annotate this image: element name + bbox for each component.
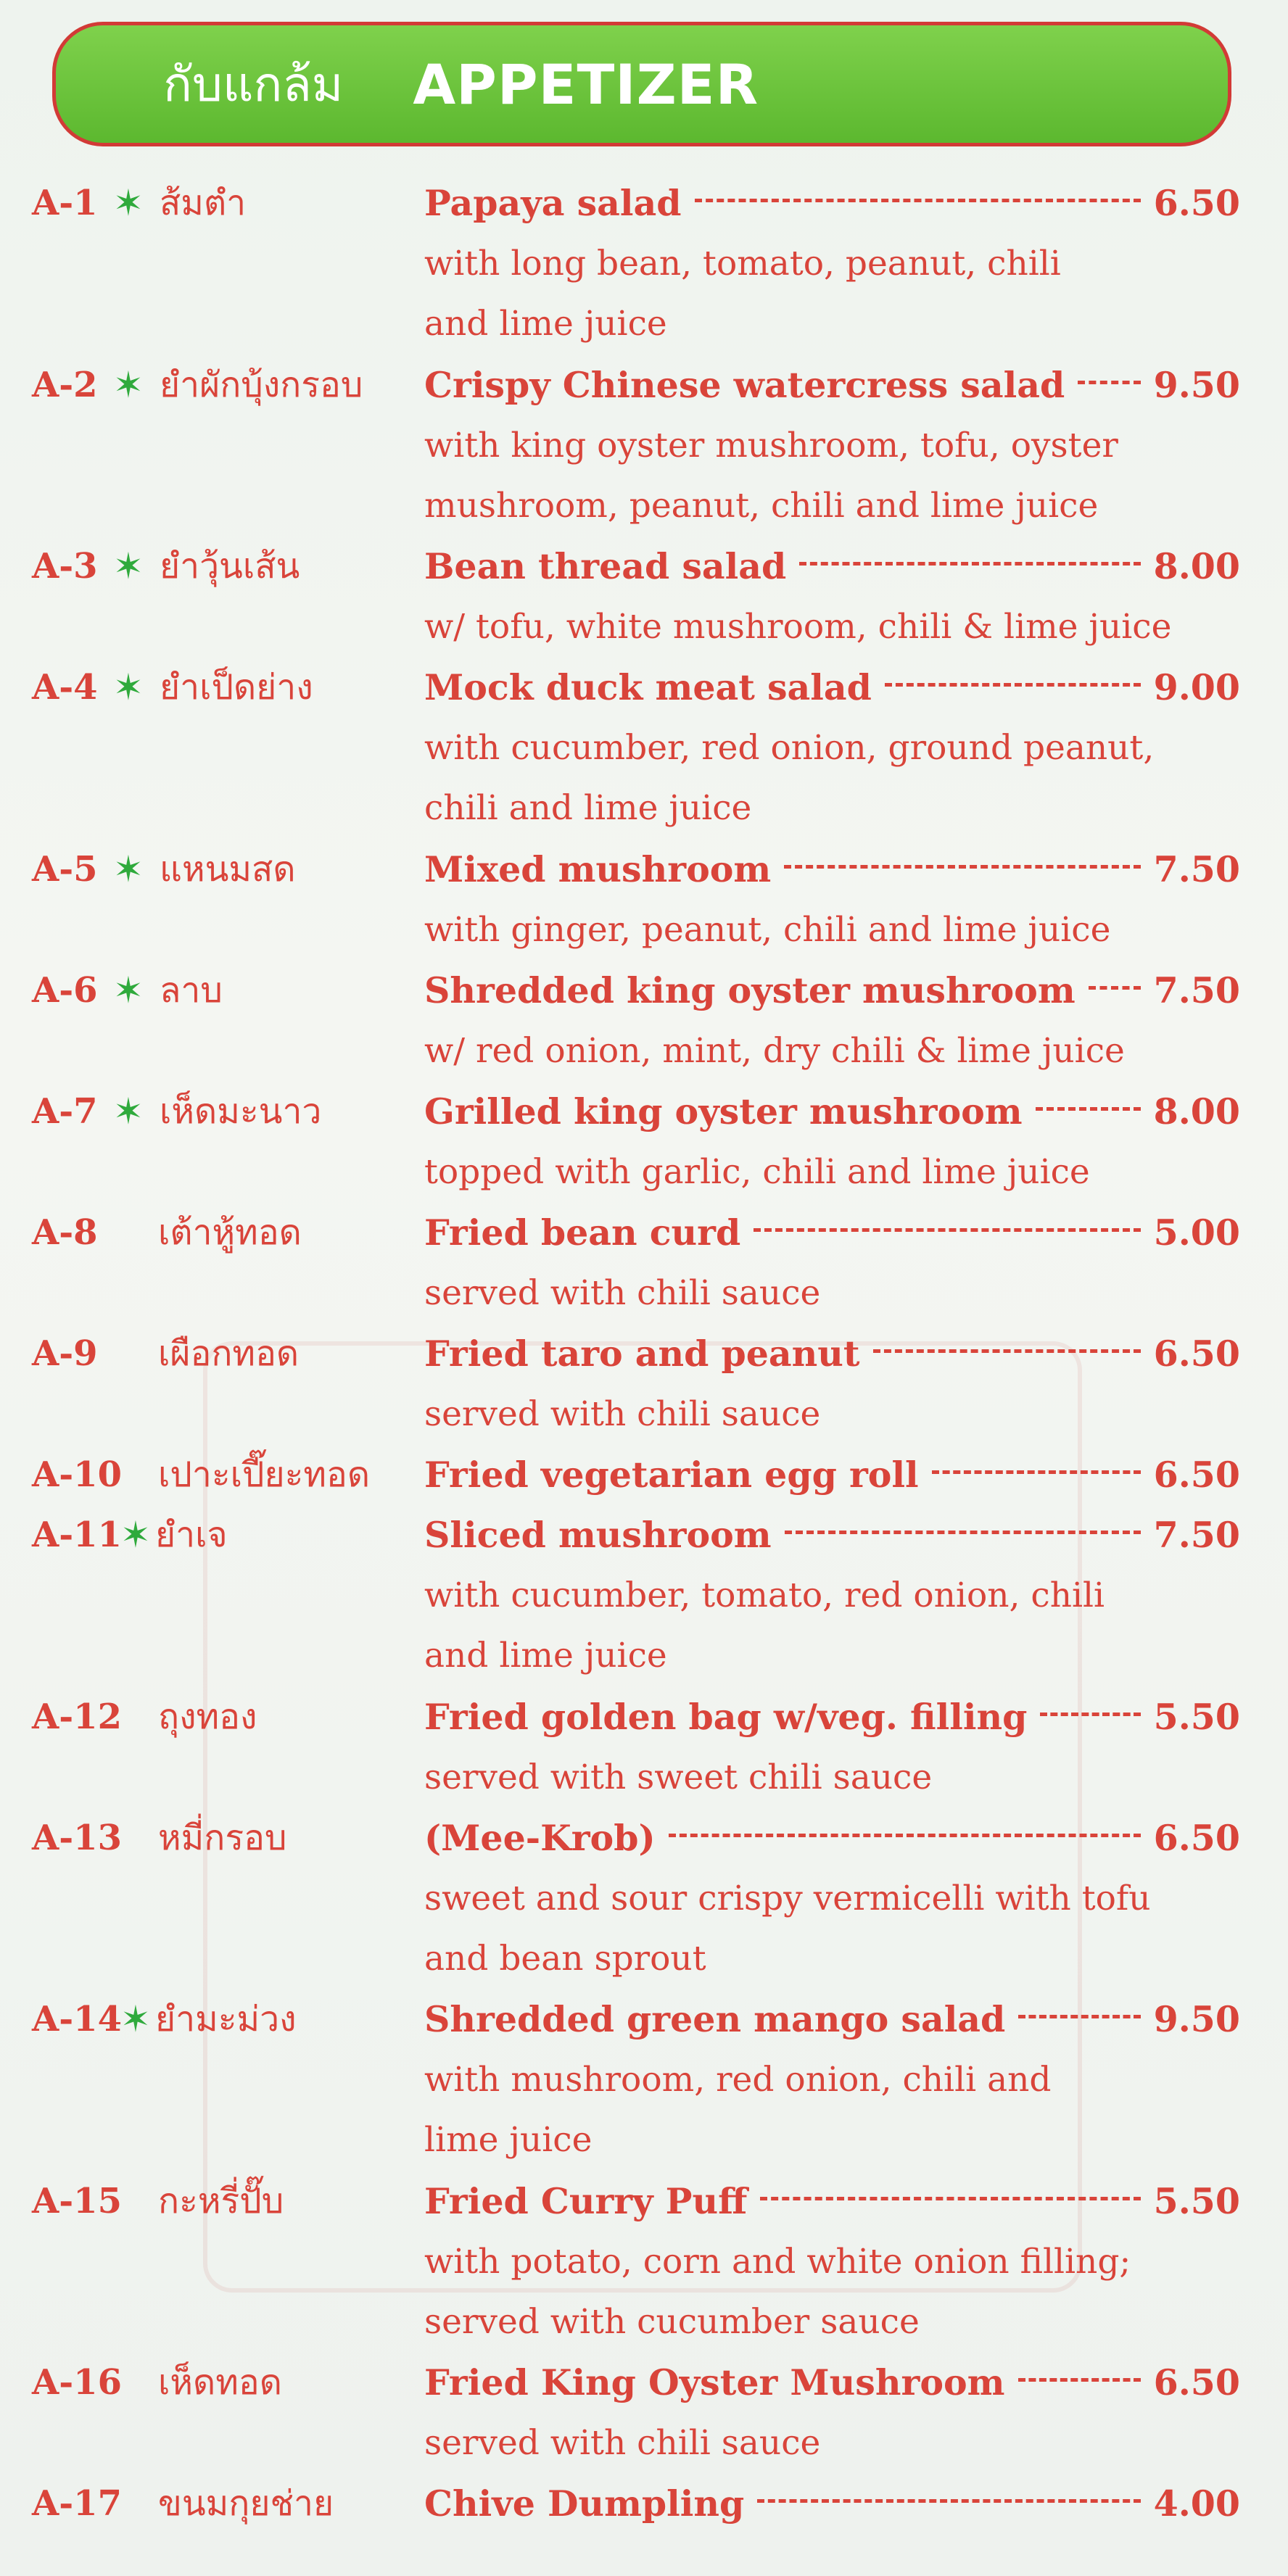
vegan-star-icon: ✶ [113,363,144,406]
leader-dots [873,1349,1141,1353]
menu-item [0,173,1288,354]
item-price: 6.50 [1153,1816,1240,1859]
item-description: and bean sprout [424,1938,706,1979]
item-name: Fried vegetarian egg roll [424,1453,919,1496]
leader-dots [760,2197,1141,2200]
leader-dots [799,562,1141,566]
item-thai-name: ยำผักบุ้งกรอบ [160,364,363,405]
item-description: with mushroom, red onion, chili and [424,2060,1052,2100]
item-code: A-15 [32,2180,122,2221]
menu-item-row [0,960,1288,1021]
leader-dots [1040,1712,1141,1716]
menu-item [0,355,1288,536]
item-code: A-16 [32,2362,122,2403]
leader-dots [669,1834,1141,1837]
menu-item [0,657,1288,838]
item-price: 6.50 [1153,182,1240,224]
item-name: Fried taro and peanut [424,1332,860,1375]
menu-item-row [0,1807,1288,1868]
item-description: served with chili sauce [424,2423,821,2463]
item-description: with ginger, peanut, chili and lime juice [424,909,1111,950]
item-description: w/ tofu, white mushroom, chili & lime juice [424,607,1172,647]
item-name: Fried King Oyster Mushroom [424,2361,1005,2403]
menu-item-row [0,1504,1288,1565]
item-thai-name: เต้าหู้ทอด [158,1212,302,1253]
item-description: mushroom, peanut, chili and lime juice [424,485,1099,526]
menu-item-row [0,1686,1288,1747]
item-price: 5.50 [1153,2179,1240,2222]
menu-item [0,1686,1288,1807]
vegan-star-icon: ✶ [113,969,144,1011]
item-name: Shredded king oyster mushroom [424,969,1076,1011]
leader-dots [784,865,1141,869]
item-price: 5.50 [1153,1695,1240,1738]
vegan-star-icon: ✶ [113,848,144,890]
item-code: A-2 [32,364,98,405]
item-name: Mock duck meat salad [424,666,872,708]
item-price: 6.50 [1153,1453,1240,1496]
item-price: 7.50 [1153,848,1240,890]
item-price: 7.50 [1153,1514,1240,1556]
item-code: A-4 [32,667,98,708]
menu-item [0,2473,1288,2534]
menu-item [0,536,1288,657]
leader-dots [932,1470,1141,1474]
menu-item-row [0,2352,1288,2413]
item-name: Grilled king oyster mushroom [424,1090,1023,1132]
leader-dots [757,2499,1141,2503]
item-name: Fried bean curd [424,1211,741,1254]
item-description: with cucumber, red onion, ground peanut, [424,728,1155,768]
item-code: A-11 [32,1515,122,1555]
menu-item-row [0,2171,1288,2232]
item-price: 6.50 [1153,2361,1240,2403]
item-thai-name: ขนมกุยช่าย [158,2483,334,2524]
item-description: topped with garlic, chili and lime juice [424,1151,1090,1192]
item-name: Fried Curry Puff [424,2179,748,2222]
item-name: Shredded green mango salad [424,1998,1006,2040]
item-thai-name: เห็ดมะนาว [160,1090,322,1132]
menu-item [0,1323,1288,1444]
menu-item [0,1202,1288,1323]
vegan-star-icon: ✶ [120,1514,151,1556]
item-description: and lime juice [424,304,667,344]
item-code: A-6 [32,969,98,1011]
item-code: A-3 [32,546,98,587]
item-price: 5.00 [1153,1211,1240,1254]
menu-item-row [0,1323,1288,1384]
item-name: Sliced mushroom [424,1514,772,1556]
item-code: A-1 [32,183,98,223]
item-thai-name: ยำวุ้นเส้น [160,546,300,587]
item-code: A-8 [32,1212,98,1253]
item-description: with potato, corn and white onion filling; [424,2241,1131,2282]
item-description: w/ red onion, mint, dry chili & lime juice [424,1030,1125,1071]
item-thai-name: แหนมสด [160,848,296,890]
leader-dots [1018,2015,1141,2018]
item-name: Papaya salad [424,182,682,224]
menu-item [0,839,1288,960]
item-description: served with sweet chili sauce [424,1757,933,1797]
menu-item [0,1081,1288,1202]
menu-item [0,1444,1288,1505]
vegan-star-icon: ✶ [113,1090,144,1132]
item-price: 8.00 [1153,545,1240,587]
menu-item-row [0,536,1288,597]
item-description: lime juice [424,2120,593,2160]
leader-dots [754,1228,1141,1232]
vegan-star-icon: ✶ [113,666,144,708]
item-name: Fried golden bag w/veg. filling [424,1695,1028,1738]
menu-item [0,2171,1288,2352]
item-price: 9.50 [1153,363,1240,406]
item-code: A-12 [32,1696,122,1737]
item-description: with cucumber, tomato, red onion, chili [424,1575,1105,1615]
menu-item [0,1989,1288,2170]
leader-dots [885,683,1141,687]
item-thai-name: เผือกทอด [158,1333,300,1374]
item-thai-name: หมี่กรอบ [158,1817,287,1858]
item-code: A-10 [32,1454,122,1495]
item-description: with long bean, tomato, peanut, chili [424,244,1061,283]
item-code: A-17 [32,2483,122,2524]
menu-item [0,1504,1288,1686]
menu-item-row [0,1444,1288,1505]
vegan-star-icon: ✶ [113,182,144,224]
menu-item-row [0,657,1288,718]
item-code: A-5 [32,848,98,890]
item-price: 8.00 [1153,1090,1240,1132]
item-thai-name: ยำเป็ดย่าง [160,667,313,708]
item-price: 6.50 [1153,1332,1240,1375]
section-title: APPETIZER [413,51,759,117]
section-title-thai: กับแกล้ม [163,56,344,112]
item-description: sweet and sour crispy vermicelli with tofu [424,1878,1151,1918]
item-thai-name: เห็ดทอด [158,2362,282,2403]
item-price: 7.50 [1153,969,1240,1011]
item-description: with king oyster mushroom, tofu, oyster [424,425,1118,465]
item-price: 4.00 [1153,2482,1240,2525]
menu-item-row [0,1202,1288,1263]
menu-item-row [0,355,1288,415]
menu-item-row [0,2473,1288,2534]
item-description: served with cucumber sauce [424,2301,920,2342]
item-code: A-13 [32,1817,122,1858]
leader-dots [695,199,1141,202]
menu-item-row [0,1989,1288,2050]
item-thai-name: เปาะเปี๊ยะทอด [158,1454,371,1495]
item-thai-name: กะหรี่ปั๊บ [158,2180,284,2221]
item-code: A-14 [32,1999,122,2039]
item-name: Bean thread salad [424,545,787,587]
vegan-star-icon: ✶ [113,545,144,587]
item-name: Crispy Chinese watercress salad [424,363,1065,406]
item-description: and lime juice [424,1636,667,1676]
item-thai-name: ยำมะม่วง [155,1999,297,2039]
vegan-star-icon: ✶ [120,1998,151,2040]
item-name: Mixed mushroom [424,848,772,890]
menu-item [0,2352,1288,2473]
menu-item-row [0,1081,1288,1142]
menu-item-row [0,173,1288,233]
item-code: A-7 [32,1090,98,1132]
leader-dots [1018,2378,1141,2382]
item-thai-name: ลาบ [160,969,223,1011]
item-thai-name: ส้มตำ [160,183,247,223]
item-description: served with chili sauce [424,1393,821,1434]
leader-dots [1089,986,1141,990]
item-name: (Mee-Krob) [424,1816,656,1859]
leader-dots [785,1531,1141,1534]
item-price: 9.00 [1153,666,1240,708]
leader-dots [1078,381,1141,384]
item-description: chili and lime juice [424,788,752,828]
leader-dots [1036,1107,1141,1111]
item-name: Chive Dumpling [424,2482,745,2525]
menu-item [0,960,1288,1081]
item-description: served with chili sauce [424,1272,821,1313]
menu-item [0,1807,1288,1989]
item-price: 9.50 [1153,1998,1240,2040]
item-code: A-9 [32,1333,98,1374]
item-thai-name: ยำเจ [155,1515,228,1555]
menu-item-row [0,839,1288,900]
item-thai-name: ถุงทอง [158,1696,257,1737]
